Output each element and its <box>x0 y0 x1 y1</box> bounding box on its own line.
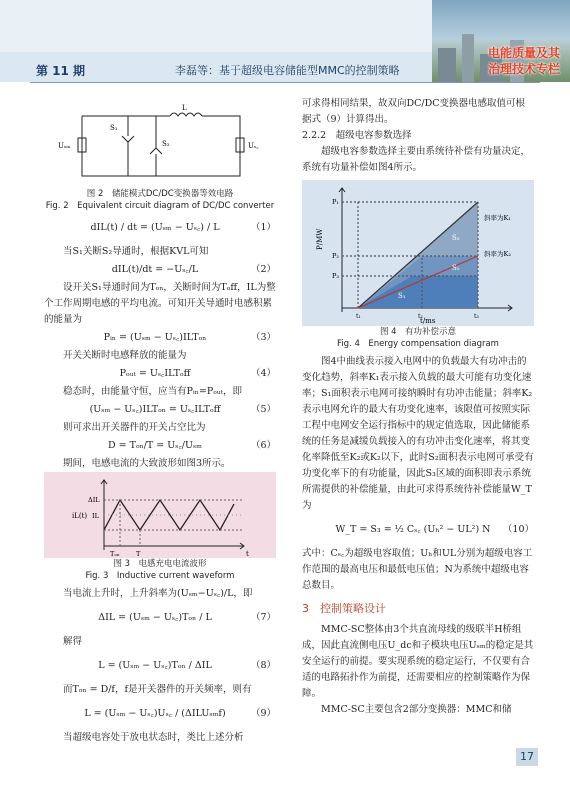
issue-number: 第 11 期 <box>36 64 86 78</box>
fig4-caption-en: Fig. 4 Energy compensation diagram <box>337 339 499 349</box>
t3-label: t₃ <box>474 313 479 320</box>
paragraph: 当S₁关断S₂导通时，根据KVL可知 <box>63 246 209 257</box>
t2-label: t₂ <box>418 313 423 320</box>
paragraph: 可求得相同结果，故双向DC/DC变换器电感取值可根据式（9）计算得出。 <box>302 98 525 125</box>
paragraph: 当超级电容处于放电状态时，类比上述分析 <box>63 732 244 743</box>
equation-4: Pₒᵤₜ = Uₛ꜀ILTₒff （4） <box>119 368 276 379</box>
figure-4 <box>302 180 534 326</box>
ton-label: Tₒₙ <box>110 550 120 558</box>
subsection-heading: 2.2.2 超级电容参数选择 <box>302 130 412 141</box>
k1-label: 斜率为K₁ <box>484 214 511 222</box>
s2-label: S₂ <box>162 140 170 148</box>
paragraph: 而Tₒₙ = D/f，f是开关器件的开关频率，则有 <box>63 684 252 695</box>
p1-label: P₁ <box>332 198 339 206</box>
equation-8: L = (Uₛₘ − Uₛ꜀)Tₒₙ / ΔIL （8） <box>98 660 276 671</box>
s1-label: S₁ <box>110 124 118 132</box>
equation-6: D = Tₒₙ/T = Uₛ꜀/Uₛₘ （6） <box>108 440 276 451</box>
right-column <box>302 96 534 718</box>
t1-label: t₁ <box>356 313 361 320</box>
period-label: T <box>136 550 141 558</box>
column-banner <box>432 0 570 82</box>
figure-2 <box>44 96 276 188</box>
equation-1: dIL(t) / dt = (Uₛₘ − Uₛ꜀) / L （1） <box>90 222 276 233</box>
equation-10: W_T = S₃ = ½ Cₛ꜀ (Uₕ² − UL²) N （10） <box>335 524 534 535</box>
p3-label: P₃ <box>332 272 339 280</box>
x-axis-label: t/ms <box>420 317 436 325</box>
paragraph: 式中：Cₛ꜀为超级电容取值；Uₕ和UL分别为超级电容工作范围的最高电压和最低电压值；N为系统中超级电容总数目。 <box>302 548 533 591</box>
fig4-caption-cn: 图 4 有功补偿示意 <box>379 327 457 337</box>
equation-2: dIL(t)/dt = −Uₛ꜀/L （2） <box>111 264 276 275</box>
equation-3: Pᵢₙ = (Uₛₘ − Uₛ꜀)ILTₒₙ （3） <box>103 332 276 343</box>
equation-9: L = (Uₛₘ − Uₛ꜀)Uₛ꜀ / (ΔILUₛₘf) （9） <box>84 708 276 719</box>
y-axis-label: iL(t) <box>72 512 88 520</box>
usm-label: Uₛₘ <box>58 142 71 150</box>
s2-label: S₂ <box>452 264 460 272</box>
fig2-caption-en: Fig. 2 Equivalent circuit diagram of DC/DC converter <box>45 201 275 211</box>
paragraph: 开关关断时电感释放的能量为 <box>63 350 187 361</box>
page-number: 17 <box>516 748 538 766</box>
paragraph: 设开关S₁导通时间为Tₒₙ，关断时间为Tₒff，IL为整个工作周期电感的平均电流。可知开关导通时电感积累的能量为 <box>44 282 276 325</box>
paragraph: 期间，电感电流的大致波形如图3所示。 <box>63 458 231 469</box>
current-waveform <box>44 472 276 558</box>
section-heading: 3 控制策略设计 <box>302 602 386 615</box>
k2-label: 斜率为K₂ <box>484 250 511 258</box>
paragraph: 超级电容参数选择主要由系统待补偿有功量决定，系统有功量补偿如图4所示。 <box>302 146 531 173</box>
energy-compensation-chart <box>302 180 534 326</box>
paragraph: 当电流上升时，上升斜率为(Uₛₘ−Uₛ꜀)/L，即 <box>63 588 253 599</box>
fig2-caption-cn: 图 2 储能模式DC/DC变换器等效电路 <box>86 189 234 199</box>
s3-label: S₃ <box>452 234 460 242</box>
header-rule <box>30 82 540 83</box>
x-axis-label: t <box>246 550 249 558</box>
fig3-caption-cn: 图 3 电感充电电流波形 <box>113 559 207 569</box>
paragraph: 解得 <box>63 636 83 647</box>
dcdc-circuit-diagram <box>44 96 276 188</box>
fig3-caption-en: Fig. 3 Inductive current waveform <box>85 571 235 581</box>
delta-il-label: ΔIL <box>88 496 100 504</box>
paragraph: 图4中曲线表示接入电网中的负载最大有功冲击的变化趋势，斜率K₁表示接入负载的最大可能有功变化速率；S₁面积表示电网可接纳瞬时有功冲击能量；斜率K₂表示电网允许的最大有功变化速率，该限值可按照实际工程中电网安全运行指标中的规定值选取，因此储能系统的任务是减缓负载接入的有功冲击变化速率，将其变化率降低至K₂或K₂以下，此时S₂面积表示电网可承受有功变化率下的有功能量，因此S₃区域的面积即表示系统所需提供的补偿能量，由此可求得系统待补偿能量W_T为 <box>302 356 534 511</box>
equation-7: ΔIL = (Uₛₘ − Uₛ꜀)Tₒₙ / L （7） <box>98 612 276 623</box>
paragraph: 稳态时，由能量守恒，应当有Pᵢₙ=Pₒᵤₜ，即 <box>63 386 243 397</box>
il-label: IL <box>92 512 99 520</box>
y-axis-label: P/MW <box>316 228 324 250</box>
banner-title-line1: 电能质量及其 <box>487 46 560 60</box>
left-column <box>44 96 276 746</box>
figure-3 <box>44 472 276 558</box>
inductor-label: L <box>182 104 187 112</box>
usc-label: Uₛ꜀ <box>248 142 259 150</box>
paragraph: 则可求出开关器件的开关占空比为 <box>63 422 206 433</box>
banner-title-line2: 治理技术专栏 <box>487 62 560 76</box>
paragraph: MMC-SC主要包含2部分变换器：MMC和储 <box>321 704 512 715</box>
p2-label: P₂ <box>332 252 339 260</box>
s1-label: S₁ <box>398 292 406 300</box>
paragraph: MMC-SC整体由3个共直流母线的级联半H桥组成，因此直流侧电压U_dc和子模块电压Uₛₘ的稳定是其安全运行的前提。要实现系统的稳定运行，不仅要有合适的电路拓扑作为前提，还需要相应的控制策略作为保障。 <box>302 624 534 699</box>
equation-5: (Uₛₘ − Uₛ꜀)ILTₒₙ = Uₛ꜀ILTₒff （5） <box>89 404 276 415</box>
running-title: 李磊等：基于超级电容储能型MMC的控制策略 <box>175 64 400 77</box>
